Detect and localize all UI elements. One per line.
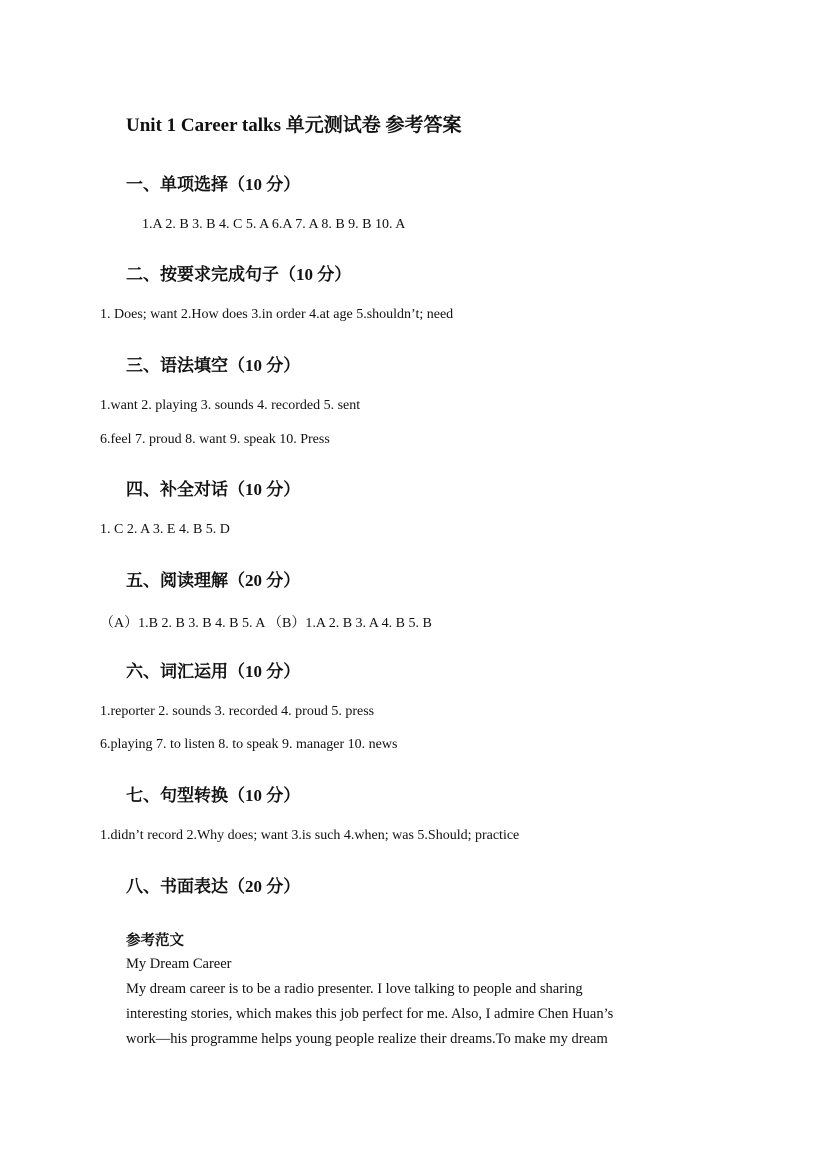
section-heading-2: 二、按要求完成句子（10 分） <box>126 265 352 284</box>
answer-line: 1.want 2. playing 3. sounds 4. recorded 5. sent <box>100 398 361 413</box>
section-heading-1: 一、单项选择（10 分） <box>126 175 301 194</box>
page-title: Unit 1 Career talks 单元测试卷 参考答案 <box>126 115 462 136</box>
essay-title: My Dream Career <box>126 956 232 972</box>
essay-label: 参考范文 <box>126 933 184 949</box>
answer-line: 1.A 2. B 3. B 4. C 5. A 6.A 7. A 8. B 9. B 10. A <box>142 217 406 232</box>
section-heading-6: 六、词汇运用（10 分） <box>126 662 301 681</box>
answer-line: 1. C 2. A 3. E 4. B 5. D <box>100 522 230 537</box>
answer-line: 6.feel 7. proud 8. want 9. speak 10. Press <box>100 432 330 447</box>
section-heading-5: 五、阅读理解（20 分） <box>126 571 301 590</box>
answer-line: 1.reporter 2. sounds 3. recorded 4. proud 5. press <box>100 704 375 719</box>
answer-line: 6.playing 7. to listen 8. to speak 9. manager 10. news <box>100 737 398 752</box>
section-heading-8: 八、书面表达（20 分） <box>126 877 301 896</box>
answer-line: 1. Does; want 2.How does 3.in order 4.at age 5.shouldn’t; need <box>100 307 454 322</box>
essay-line: My dream career is to be a radio presenter. I love talking to people and sharing <box>126 981 583 997</box>
answer-line: 1.didn’t record 2.Why does; want 3.is such 4.when; was 5.Should; practice <box>100 828 520 843</box>
answer-line: （A）1.B 2. B 3. B 4. B 5. A （B）1.A 2. B 3. A 4. B 5. B <box>100 616 432 631</box>
essay-line: work—his programme helps young people realize their dreams.To make my dream <box>126 1031 608 1047</box>
section-heading-4: 四、补全对话（10 分） <box>126 480 301 499</box>
essay-line: interesting stories, which makes this job perfect for me. Also, I admire Chen Huan’s <box>126 1006 614 1022</box>
section-heading-3: 三、语法填空（10 分） <box>126 356 301 375</box>
section-heading-7: 七、句型转换（10 分） <box>126 786 301 805</box>
